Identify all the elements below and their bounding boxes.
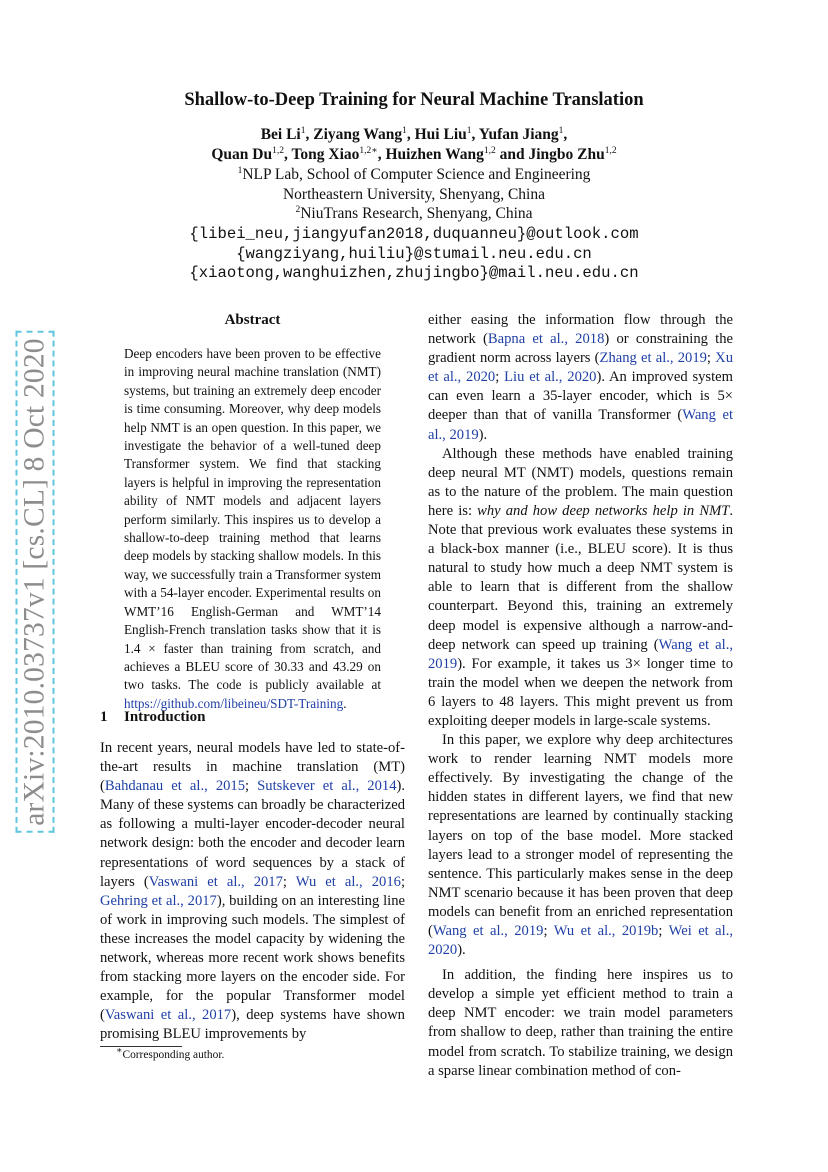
author-separator: ,	[563, 126, 568, 143]
text: . Note that previous work evaluates these systems in a black-box manner (i.e., BLEU score). It is thus natural to study how much a deep NMT system is able to learn that is different from the shallow counterpart. Beyond this, training an extremely deep model is expensive although a narrow-and-deep network can speed up training (	[428, 502, 733, 653]
author-affil-sup: 1	[402, 125, 407, 136]
text: ;	[400, 873, 405, 890]
citation-link[interactable]: Bahdanau et al., 2015	[104, 778, 246, 795]
code-url-link[interactable]: https://github.com/libeineu/SDT-Training	[124, 695, 344, 711]
text: ;	[658, 923, 669, 939]
intro-left-column	[100, 739, 405, 1045]
citation-link[interactable]: Liu et al., 2020	[504, 369, 597, 386]
text: ;	[495, 369, 505, 386]
text: ). An improved system can even learn a 35-layer encoder, which is 5× deeper than that of vanilla Transformer (	[428, 369, 733, 424]
author-separator: ,	[406, 126, 415, 143]
citation-link[interactable]: Wei et al., 2020	[428, 923, 733, 959]
citation-link[interactable]: Sutskever et al., 2014	[257, 778, 397, 795]
citation-link[interactable]: Zhang et al., 2019	[599, 350, 707, 367]
author-name: Ziyang Wang	[313, 126, 403, 143]
author-separator: ,	[284, 146, 292, 163]
footnote-rule	[100, 1046, 182, 1047]
citation-link[interactable]: Wang et al., 2019	[428, 636, 733, 672]
author-affil-sup: 1,2	[483, 145, 496, 156]
text: In recent years, neural models have led to state-of-the-art results in machine translation (MT) (	[100, 740, 405, 795]
abstract-heading: Abstract	[224, 312, 281, 328]
author-separator: and	[495, 146, 529, 163]
abstract-body	[124, 345, 381, 713]
author-name: Yufan Jiang	[478, 126, 559, 143]
email-line-3[interactable]: {xiaotong,wanghuizhen,zhujingbo}@mail.neu.edu.cn	[189, 264, 639, 282]
author-name: Hui Liu	[414, 126, 467, 143]
text: ;	[282, 873, 296, 890]
email-line-1[interactable]: {libei_neu,jiangyufan2018,duquanneu}@outlook.com	[189, 225, 639, 243]
citation-link[interactable]: Wu et al., 2016	[295, 873, 401, 890]
author-affil-sup: 1,2	[604, 145, 617, 156]
paragraph	[428, 311, 733, 445]
author-separator: ,	[377, 146, 386, 163]
author-affil-sup: 1	[300, 125, 306, 136]
author-name: Tong Xiao	[291, 146, 360, 163]
footnote-text: Corresponding author.	[122, 1049, 225, 1061]
author-line-2	[0, 146, 828, 164]
affiliation-1-line-1	[0, 166, 828, 184]
paragraph	[428, 445, 733, 731]
citation-link[interactable]: Gehring et al., 2017	[100, 892, 217, 909]
text: ;	[706, 350, 716, 367]
paragraph	[428, 966, 733, 1081]
citation-link[interactable]: Wang et al., 2019	[428, 407, 733, 443]
email-line-2[interactable]: {wangziyang,huiliu}@stumail.neu.edu.cn	[236, 245, 592, 263]
text: ;	[245, 778, 258, 795]
affil-sup: 2	[295, 204, 301, 215]
arxiv-sidebar	[14, 338, 56, 826]
paragraph	[428, 731, 733, 960]
author-name: Bei Li	[260, 126, 301, 143]
affiliation-1-line-2: Northeastern University, Shenyang, China	[282, 186, 545, 203]
author-affil-sup: 1,2	[272, 145, 284, 156]
author-name: Huizhen Wang	[385, 146, 484, 163]
citation-link[interactable]: Wang et al., 2019	[432, 923, 544, 939]
text: ). For example, it takes us 3× longer time to train the model when we deepen the network from 6 layers to 48 layers. This might prevent us from exploiting deeper models in large-scale systems.	[428, 655, 733, 729]
text: ).	[478, 426, 488, 443]
affiliation-text: NiuTrans Research, Shenyang, China	[300, 205, 533, 222]
citation-link[interactable]: Xu et al., 2020	[428, 350, 734, 386]
text: ). Many of these systems can broadly be characterized as following a multi-layer encoder-decoder neural network design: both the encoder and decoder learn representations of word sequences by a stack of layers (	[100, 778, 406, 890]
text: ), deep systems have shown promising BLEU improvements by	[100, 1007, 405, 1043]
text: ).	[457, 942, 466, 959]
author-name: Jingbo Zhu	[528, 146, 605, 163]
citation-link[interactable]: Vaswani et al., 2017	[148, 873, 283, 890]
text: Although these methods have enabled training deep neural MT (NMT) models, questions remain as to the nature of the problem. The main question here is:	[428, 445, 733, 519]
author-name: Quan Du	[211, 146, 273, 163]
author-affil-sup: 1	[558, 125, 564, 136]
author-separator: ,	[471, 126, 479, 143]
author-affil-sup: 1	[466, 125, 472, 136]
citation-link[interactable]: Wu et al., 2019b	[553, 923, 659, 939]
abstract-end: .	[343, 695, 347, 711]
affiliation-text: NLP Lab, School of Computer Science and Engineering	[242, 166, 591, 183]
intro-right-column	[428, 311, 733, 1081]
paper-title: Shallow-to-Deep Training for Neural Machine Translation	[184, 90, 644, 110]
text: ), building on an interesting line of work in improving such models. The simplest of these increases the model capacity by widening the network, whereas more recent work shows benefits from stacking more layers on the encoder side. For example, for the popular Transformer model (	[100, 892, 405, 1024]
citation-link[interactable]: Vaswani et al., 2017	[104, 1007, 232, 1024]
text: ;	[543, 923, 554, 939]
footnote-mark: ∗	[116, 1046, 123, 1057]
text: In addition, the finding here inspires us to develop a simple yet efficient method to train a deep NMT encoder: we train model parameters from shallow to deep, rather than training the entire model from scratch. To stabilize training, we design a sparse linear combination method of con-	[428, 967, 733, 1079]
citation-link[interactable]: Bapna et al., 2018	[487, 331, 605, 348]
paragraph	[100, 739, 405, 1045]
affil-sup: 1	[237, 165, 243, 176]
abstract-text: Deep encoders have been proven to be effective in improving neural machine translation (NMT) systems, but training an extremely deep encoder is time consuming. Moreover, why deep models help NMT is an open question. In this paper, we investigate the behavior of a well-tuned deep Transformer system. We find that stacking layers is helpful in improving the representation ability of NMT models and adjacent layers perform similarly. This inspires us to develop a shallow-to-deep training method that learns deep models by stacking shallow models. In this way, we successfully train a Transformer system with a 54-layer encoder. Experimental results on WMT’16 English-German and WMT’14 English-French translation tasks show that it is 1.4 × faster than training from scratch, and achieves a BLEU score of 30.33 and 43.29 on two tasks. The code is publicly available at	[124, 346, 381, 693]
affiliation-2	[0, 205, 828, 223]
author-line-1	[0, 126, 828, 144]
emphasized-question: why and how deep networks help in NMT	[477, 502, 730, 519]
author-separator: ,	[305, 126, 314, 143]
text: ) or constraining the gradient norm across layers (	[428, 331, 733, 367]
author-affil-sup: 1,2∗	[359, 145, 378, 156]
text: In this paper, we explore why deep architectures work to render learning NMT models more effectively. By investigating the change of the hidden states in different layers, we find that new representations are learned by continually stacking layers on top of the base model. More stacked layers lead to a stronger model of representing the sentence. This particularly makes sense in the deep NMT scenario because it has been proven that deep models can benefit from an enriched representation (	[428, 732, 733, 939]
footnote	[116, 1046, 225, 1061]
section-title: Introduction	[124, 709, 206, 725]
section-heading	[100, 709, 205, 726]
section-number: 1	[100, 709, 108, 725]
text: either easing the information flow through the network (	[428, 312, 733, 348]
arxiv-identifier[interactable]: arXiv:2010.03737v1 [cs.CL] 8 Oct 2020	[16, 331, 55, 833]
